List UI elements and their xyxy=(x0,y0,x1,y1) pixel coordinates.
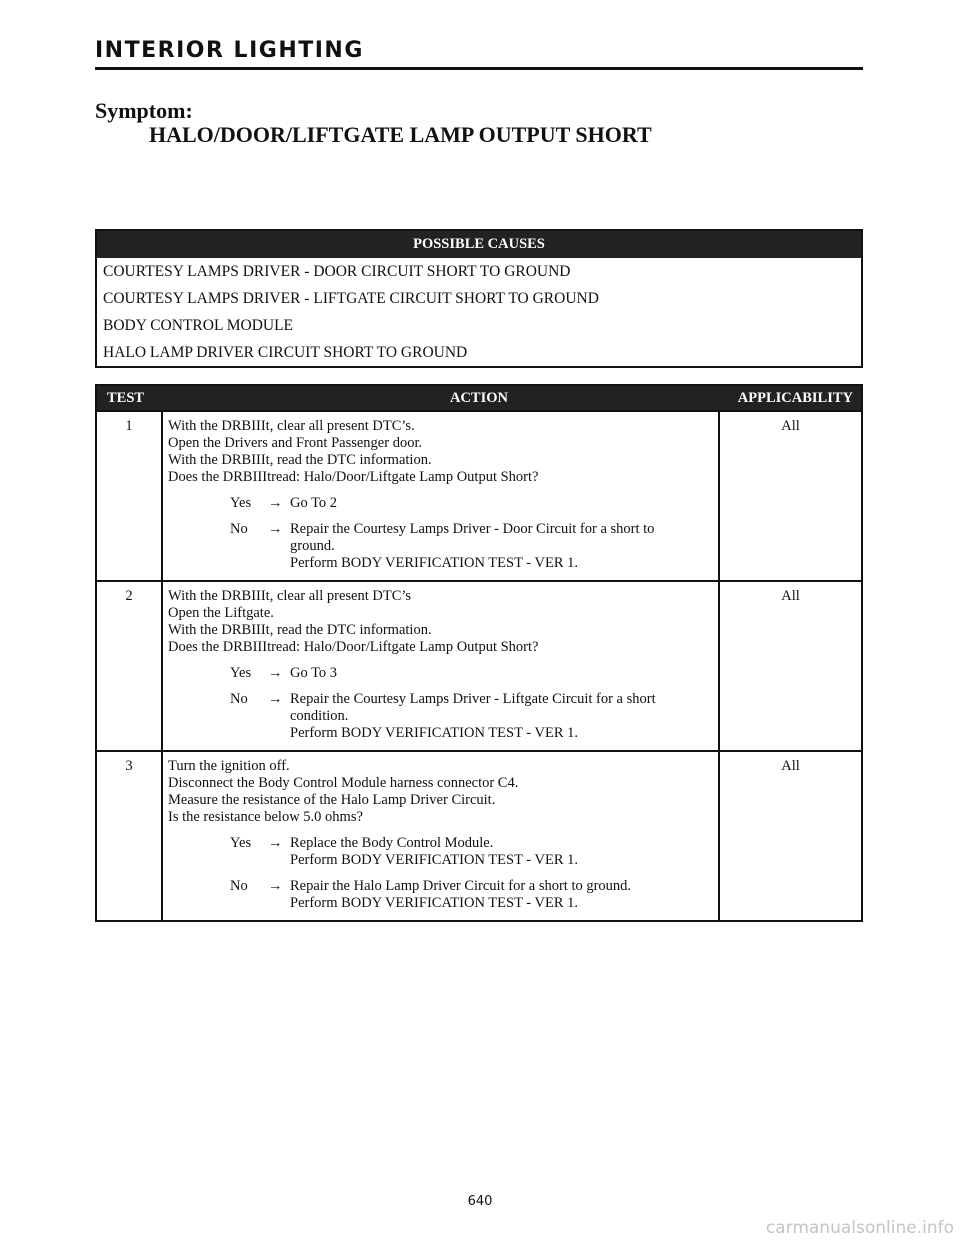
test-action xyxy=(163,582,720,750)
test-table-header xyxy=(97,386,861,410)
symptom-title: HALO/DOOR/LIFTGATE LAMP OUTPUT SHORT xyxy=(149,122,652,147)
header-action: ACTION xyxy=(449,390,508,406)
cause-item: COURTESY LAMPS DRIVER - DOOR CIRCUIT SHORT TO GROUND xyxy=(103,263,571,280)
arrow-icon: → xyxy=(268,691,283,707)
test-table xyxy=(95,384,863,922)
test-applicability: All xyxy=(781,758,800,774)
answer-text: Perform BODY VERIFICATION TEST - VER 1. xyxy=(290,555,578,571)
action-step: Turn the ignition off. xyxy=(168,758,290,774)
arrow-icon: → xyxy=(268,878,283,894)
watermark: carmanualsonline.info xyxy=(765,1218,954,1238)
answer-no xyxy=(168,521,713,572)
action-step: Does the DRBIIItread: Halo/Door/Liftgate Lamp Output Short? xyxy=(168,639,539,655)
action-step: Is the resistance below 5.0 ohms? xyxy=(168,809,363,825)
answer-label: No xyxy=(230,521,248,537)
arrow-icon: → xyxy=(268,495,283,511)
action-step: With the DRBIIIt, clear all present DTC’s. xyxy=(168,418,415,434)
test-number: 1 xyxy=(97,412,163,580)
header-test: TEST xyxy=(107,390,145,406)
answer-text: Repair the Courtesy Lamps Driver - Liftgate Circuit for a short xyxy=(290,691,656,707)
answer-label: Yes xyxy=(230,665,252,681)
action-step: Open the Drivers and Front Passenger door. xyxy=(168,435,423,451)
answer-text: Go To 3 xyxy=(290,665,338,681)
answer-label: No xyxy=(230,878,248,894)
section-header: INTERIOR LIGHTING xyxy=(95,38,863,70)
action-step: With the DRBIIIt, clear all present DTC’s xyxy=(168,588,412,604)
test-action xyxy=(163,752,720,920)
possible-causes-heading: POSSIBLE CAUSES xyxy=(97,231,861,258)
answer-text: Replace the Body Control Module. xyxy=(290,835,494,851)
cause-item: HALO LAMP DRIVER CIRCUIT SHORT TO GROUND xyxy=(103,344,468,361)
answer-label: Yes xyxy=(230,835,252,851)
arrow-icon: → xyxy=(268,665,283,681)
answer-text: Perform BODY VERIFICATION TEST - VER 1. xyxy=(290,852,578,868)
answer-text: Go To 2 xyxy=(290,495,338,511)
header-applicability: APPLICABILITY xyxy=(737,390,853,406)
answer-text: Perform BODY VERIFICATION TEST - VER 1. xyxy=(290,895,578,911)
answer-yes xyxy=(168,665,713,682)
answer-text: Repair the Halo Lamp Driver Circuit for a short to ground. xyxy=(290,878,632,894)
test-row xyxy=(97,580,861,750)
answer-text: Perform BODY VERIFICATION TEST - VER 1. xyxy=(290,725,578,741)
arrow-icon: → xyxy=(268,521,283,537)
symptom-label: Symptom: xyxy=(95,98,193,123)
cause-item: COURTESY LAMPS DRIVER - LIFTGATE CIRCUIT SHORT TO GROUND xyxy=(103,290,599,307)
test-action xyxy=(163,412,720,580)
action-step: Measure the resistance of the Halo Lamp Driver Circuit. xyxy=(168,792,496,808)
answer-label: No xyxy=(230,691,248,707)
action-step: Does the DRBIIItread: Halo/Door/Liftgate Lamp Output Short? xyxy=(168,469,539,485)
action-step: Disconnect the Body Control Module harness connector C4. xyxy=(168,775,519,791)
answer-no xyxy=(168,691,713,742)
test-applicability: All xyxy=(781,588,800,604)
test-number: 2 xyxy=(97,582,163,750)
action-step: With the DRBIIIt, read the DTC information. xyxy=(168,622,432,638)
answer-yes xyxy=(168,835,713,869)
action-step: Open the Liftgate. xyxy=(168,605,274,621)
page-number: 640 xyxy=(467,1194,493,1209)
answer-text: ground. xyxy=(290,538,335,554)
test-applicability: All xyxy=(781,418,800,434)
answer-no xyxy=(168,878,713,912)
possible-causes-table xyxy=(95,229,863,368)
action-step: With the DRBIIIt, read the DTC information. xyxy=(168,452,432,468)
test-row xyxy=(97,750,861,920)
test-number: 3 xyxy=(97,752,163,920)
answer-label: Yes xyxy=(230,495,252,511)
test-row xyxy=(97,410,861,580)
answer-text: condition. xyxy=(290,708,349,724)
answer-yes xyxy=(168,495,713,512)
cause-item: BODY CONTROL MODULE xyxy=(103,317,294,334)
arrow-icon: → xyxy=(268,835,283,851)
answer-text: Repair the Courtesy Lamps Driver - Door Circuit for a short to xyxy=(290,521,655,537)
